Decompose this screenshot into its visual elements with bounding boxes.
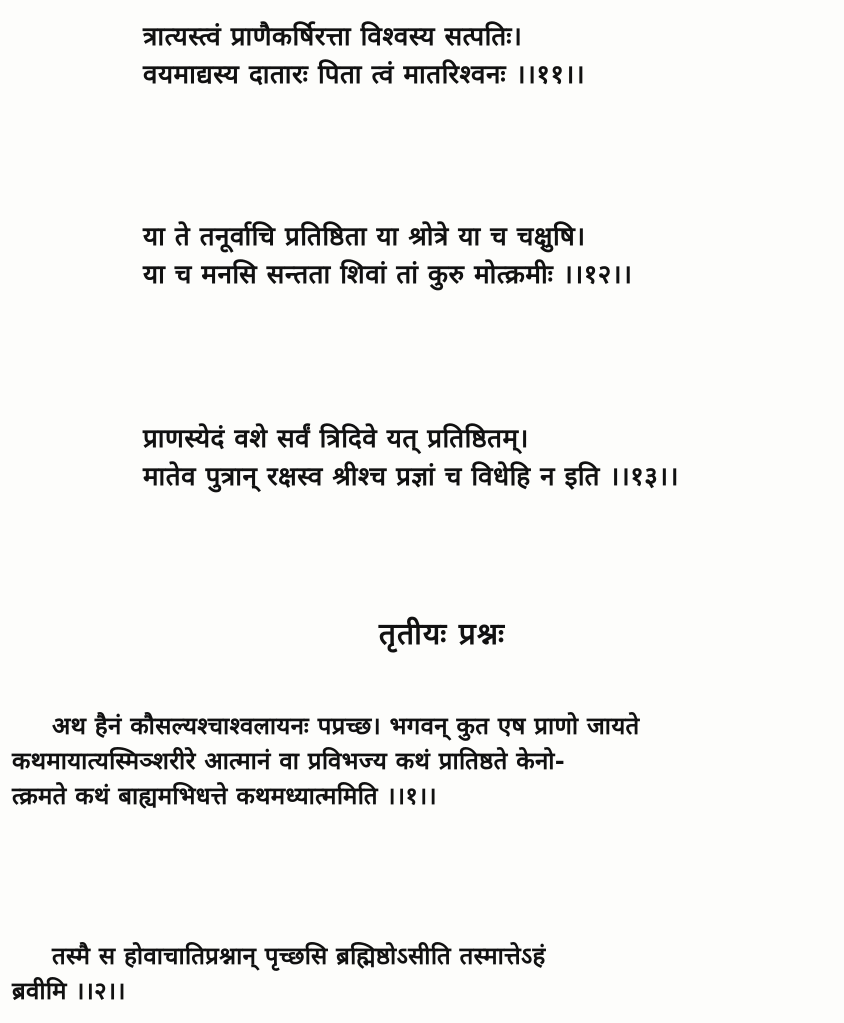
verse-13	[143, 420, 783, 496]
paragraph-1-line-2: कथमायात्यस्मिञ्शरीरे आत्मानं वा प्रविभज्य कथं प्रातिष्ठते केनो-	[12, 746, 566, 775]
paragraph-2-line-2: ब्रवीमि ।।२।।	[12, 976, 126, 1005]
verse-12-line-2: या च मनसि सन्तता शिवां तां कुरु मोत्क्रमीः ।।१२।।	[143, 260, 633, 290]
verse-13-line-1: प्राणस्येदं वशे सर्वं त्रिदिवे यत् प्रतिष्ठितम्।	[143, 424, 529, 454]
chapter-heading: तृतीयः प्रश्नः	[378, 617, 506, 652]
paragraph-2-line-1: तस्मै स होवाचातिप्रश्नान् पृच्छसि ब्रह्मिष्ठोऽसीति तस्मात्तेऽहं	[52, 941, 546, 970]
paragraph-1-line-1: अथ हैनं कौसल्यश्चाश्वलायनः पप्रच्छ। भगवन् कुत एष प्राणो जायते	[52, 711, 640, 740]
paragraph-1	[12, 708, 822, 813]
verse-11-line-2: वयमाद्यस्य दातारः पिता त्वं मातरिश्वनः ।।११।।	[143, 60, 586, 90]
paragraph-1-line-3: त्क्रमते कथं बाह्यमभिधत्ते कथमध्यात्ममिति ।।१।।	[12, 781, 437, 810]
verse-11-line-1: त्रात्यस्त्वं प्राणैकर्षिरत्ता विश्वस्य सत्पतिः।	[143, 22, 523, 52]
paragraph-2	[12, 938, 822, 1008]
verse-12-line-1: या ते तनूर्वाचि प्रतिष्ठिता या श्रोत्रे या च चक्षुषि।	[143, 222, 586, 252]
verse-11	[143, 18, 783, 94]
verse-13-line-2: मातेव पुत्रान् रक्षस्व श्रीश्च प्रज्ञां च विधेहि न इति ।।१३।।	[143, 462, 679, 492]
verse-12	[143, 218, 783, 294]
